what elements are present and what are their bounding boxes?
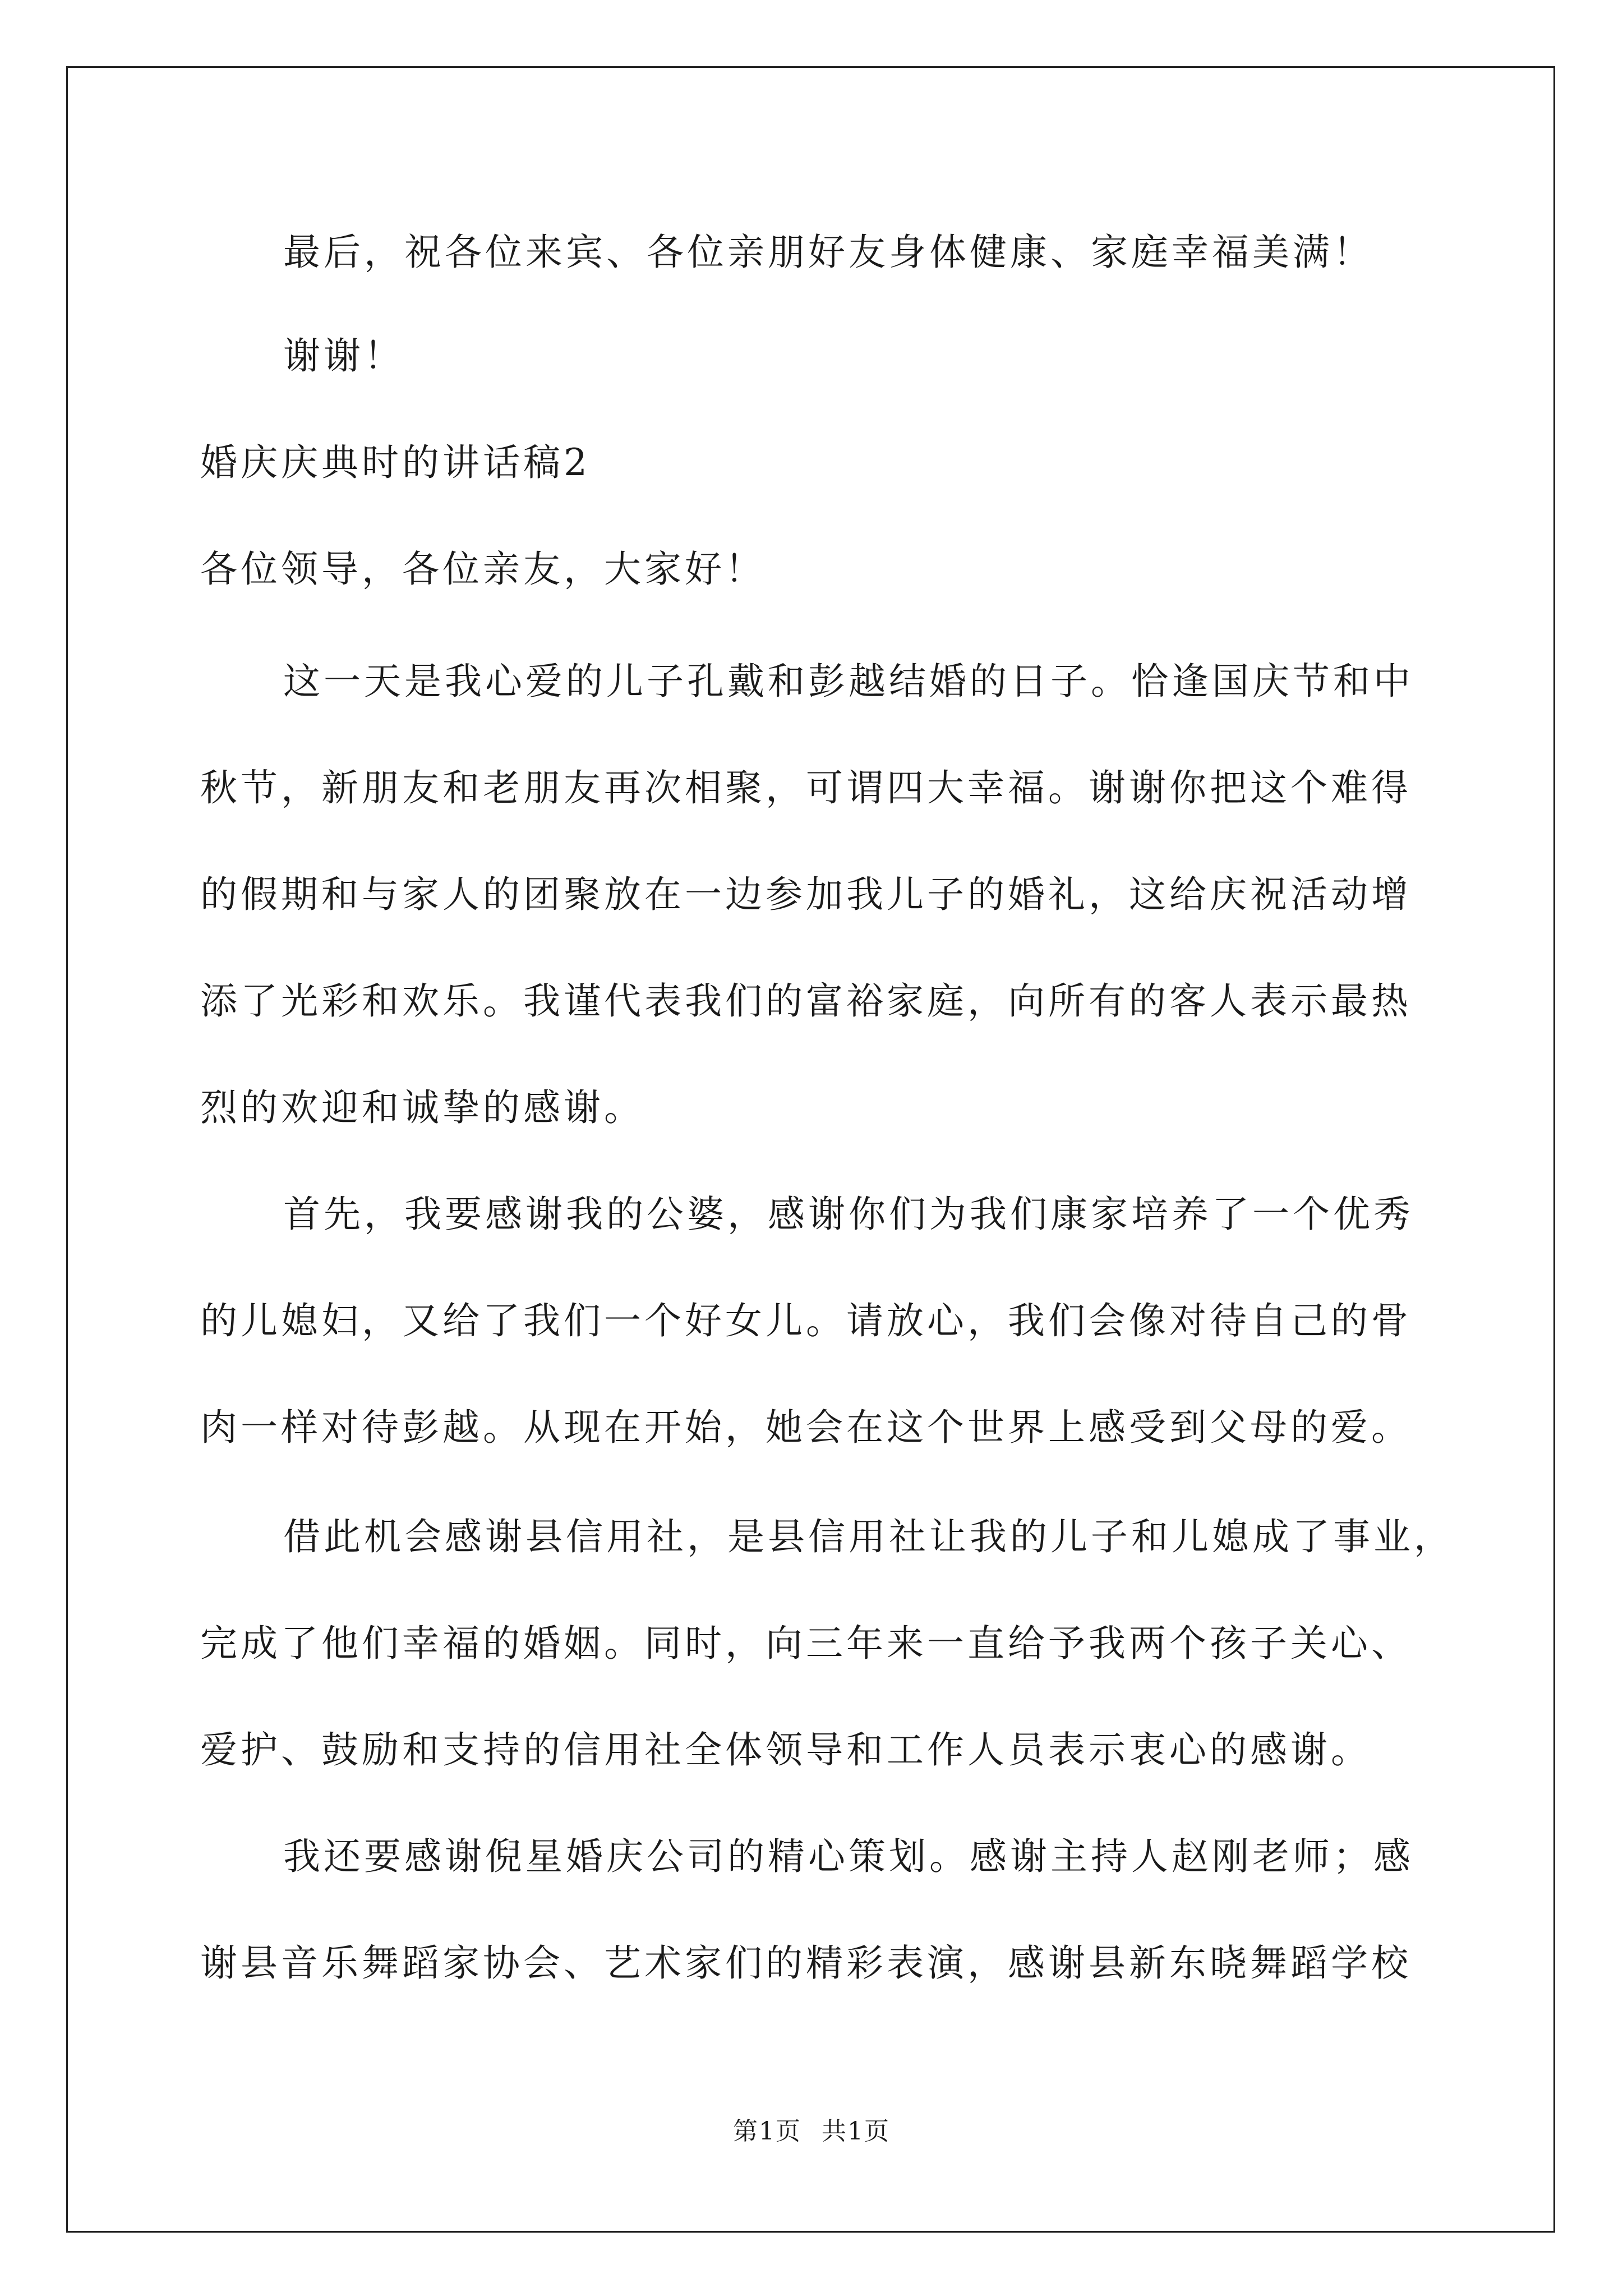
paragraph-line: 烈的欢迎和诚挚的感谢。	[200, 1086, 644, 1129]
paragraph-line: 秋节，新朋友和老朋友再次相聚，可谓四大幸福。谢谢你把这个难得	[200, 766, 1412, 809]
paragraph-line: 爱护、鼓励和支持的信用社全体领导和工作人员表示衷心的感谢。	[200, 1728, 1371, 1772]
page-number: 第1页	[733, 2117, 801, 2146]
speech-title: 婚庆庆典时的讲话稿2	[200, 441, 591, 484]
page-footer	[0, 2115, 1623, 2148]
page-total: 共1页	[822, 2117, 890, 2146]
paragraph-line: 这一天是我心爱的儿子孔戴和彭越结婚的日子。恰逢国庆节和中	[283, 660, 1414, 703]
greeting-line: 各位领导，各位亲友，大家好！	[200, 547, 766, 591]
paragraph-line: 添了光彩和欢乐。我谨代表我们的富裕家庭，向所有的客人表示最热	[200, 979, 1412, 1023]
paragraph-line: 的儿媳妇，又给了我们一个好女儿。请放心，我们会像对待自己的骨	[200, 1299, 1412, 1342]
thanks-line: 谢谢！	[283, 334, 404, 378]
page-border	[66, 66, 1555, 2233]
paragraph-line: 借此机会感谢县信用社，是县信用社让我的儿子和儿媳成了事业，	[283, 1515, 1454, 1558]
paragraph-line: 首先，我要感谢我的公婆，感谢你们为我们康家培养了一个优秀	[283, 1193, 1414, 1236]
paragraph-line: 完成了他们幸福的婚姻。同时，向三年来一直给予我两个孩子关心、	[200, 1622, 1412, 1665]
paragraph-line: 我还要感谢倪星婚庆公司的精心策划。感谢主持人赵刚老师；感	[283, 1835, 1414, 1878]
paragraph-line: 肉一样对待彭越。从现在开始，她会在这个世界上感受到父母的爱。	[200, 1406, 1412, 1449]
paragraph-line: 谢县音乐舞蹈家协会、艺术家们的精彩表演，感谢县新东晓舞蹈学校	[200, 1941, 1412, 1985]
paragraph-line: 的假期和与家人的团聚放在一边参加我儿子的婚礼，这给庆祝活动增	[200, 873, 1412, 916]
closing-wish-line: 最后，祝各位来宾、各位亲朋好友身体健康、家庭幸福美满！	[283, 231, 1373, 274]
